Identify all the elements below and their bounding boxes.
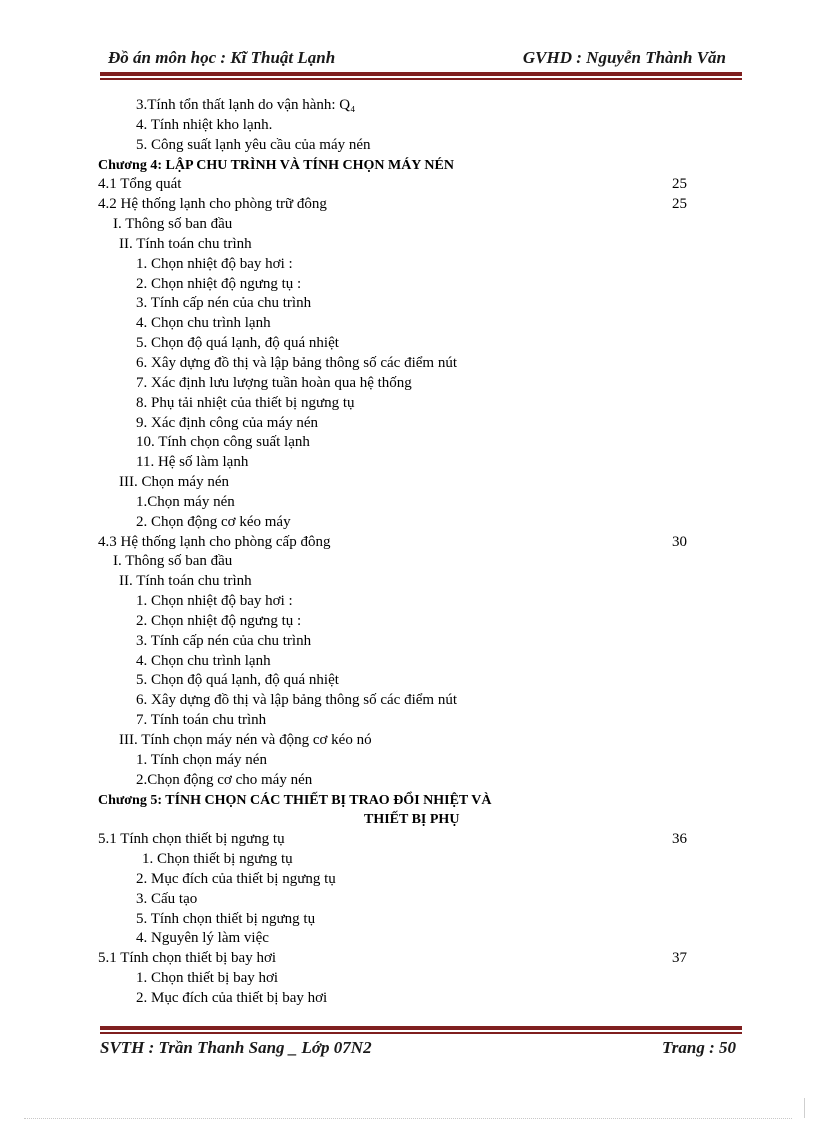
header-rule xyxy=(100,72,742,80)
toc-entry xyxy=(98,473,698,493)
toc-entry xyxy=(98,215,698,235)
toc-entry xyxy=(98,453,698,473)
toc-entry-text: 4.3 Hệ thống lạnh cho phòng cấp đông xyxy=(98,533,331,550)
toc-entry-text: 1. Chọn thiết bị bay hơi xyxy=(136,970,279,987)
toc-entry-text: 5. Tính chọn thiết bị ngưng tụ xyxy=(136,910,316,927)
toc-entry xyxy=(98,314,698,334)
toc-entry xyxy=(98,136,698,156)
table-of-contents xyxy=(98,96,698,1009)
toc-entry-text: 2. Chọn nhiệt độ ngưng tụ : xyxy=(136,275,302,292)
toc-entry xyxy=(98,850,698,870)
toc-entry-text: II. Tính toán chu trình xyxy=(119,235,252,252)
toc-entry xyxy=(98,612,698,632)
footer-rule xyxy=(100,1026,742,1034)
page-header xyxy=(100,48,740,70)
toc-entry-text: 1. Chọn nhiệt độ bay hơi : xyxy=(136,255,293,272)
toc-entry xyxy=(98,175,698,195)
toc-entry-text: 10. Tính chọn công suất lạnh xyxy=(136,434,310,451)
toc-entry xyxy=(98,414,698,434)
toc-entry xyxy=(98,969,698,989)
toc-entry xyxy=(98,374,698,394)
toc-entry xyxy=(98,394,698,414)
toc-entry xyxy=(98,890,698,910)
toc-entry xyxy=(98,275,698,295)
toc-entry-text: 6. Xây dựng đồ thị và lập bảng thông số các điểm nút xyxy=(136,354,457,371)
toc-entry xyxy=(98,870,698,890)
footer-student: SVTH : Trần Thanh Sang _ Lớp 07N2 xyxy=(100,1038,372,1057)
toc-entry-text: 6. Xây dựng đồ thị và lập bảng thông số các điểm nút xyxy=(136,692,457,709)
toc-entry xyxy=(98,493,698,513)
toc-entry-text: II. Tính toán chu trình xyxy=(119,573,252,590)
toc-page-number: 25 xyxy=(672,176,687,193)
toc-entry xyxy=(98,116,698,136)
header-course-title: Đồ án môn học : Kĩ Thuật Lạnh xyxy=(108,48,336,67)
toc-entry-text: 4. Chọn chu trình lạnh xyxy=(136,652,271,669)
toc-entry xyxy=(98,294,698,314)
toc-entry-text: 4. Nguyên lý làm việc xyxy=(136,930,269,947)
toc-entry-text: 3. Tính cấp nén của chu trình xyxy=(136,632,312,649)
toc-entry-text: 3. Tính cấp nén của chu trình xyxy=(136,295,312,312)
toc-entry-text: 4.1 Tổng quát xyxy=(98,176,182,193)
toc-entry-text: 1. Tính chọn máy nén xyxy=(136,751,267,768)
toc-entry-text: III. Tính chọn máy nén và động cơ kéo nó xyxy=(119,732,372,748)
toc-entry-text: 5. Công suất lạnh yêu cầu của máy nén xyxy=(136,136,371,153)
toc-entry xyxy=(98,552,698,572)
toc-entry xyxy=(98,513,698,533)
toc-chapter-heading xyxy=(98,810,698,830)
toc-page-number: 25 xyxy=(672,196,687,213)
toc-entry-text: 2.Chọn động cơ cho máy nén xyxy=(136,771,313,788)
toc-entry-text: Chương 4: LẬP CHU TRÌNH VÀ TÍNH CHỌN MÁY NÉN xyxy=(98,157,454,173)
toc-entry-text: 3. Cấu tạo xyxy=(136,890,198,907)
page-footer xyxy=(100,1038,740,1060)
toc-page-number: 30 xyxy=(672,533,687,550)
toc-entry xyxy=(98,652,698,672)
toc-entry xyxy=(98,334,698,354)
toc-entry-text: 2. Mục đích của thiết bị bay hơi xyxy=(136,989,328,1006)
toc-entry xyxy=(98,433,698,453)
toc-entry-text: 2. Chọn động cơ kéo máy xyxy=(136,513,291,530)
toc-entry-text: 9. Xác định công của máy nén xyxy=(136,414,319,431)
toc-entry-text: 5.1 Tính chọn thiết bị ngưng tụ xyxy=(98,831,285,848)
header-supervisor: GVHD : Nguyễn Thành Văn xyxy=(522,48,726,67)
toc-entry xyxy=(98,949,698,969)
toc-chapter-heading xyxy=(98,156,698,176)
toc-entry xyxy=(98,691,698,711)
toc-entry xyxy=(98,910,698,930)
toc-entry-text: 2. Mục đích của thiết bị ngưng tụ xyxy=(136,870,336,887)
toc-entry-text: Chương 5: TÍNH CHỌN CÁC THIẾT BỊ TRAO ĐỔI NHIỆT VÀ xyxy=(98,792,492,808)
toc-entry-text: 7. Tính toán chu trình xyxy=(136,712,267,729)
toc-entry-text: 2. Chọn nhiệt độ ngưng tụ : xyxy=(136,612,302,629)
toc-page-number: 37 xyxy=(672,950,687,967)
toc-entry xyxy=(98,354,698,374)
toc-entry xyxy=(98,929,698,949)
toc-entry-text: 4. Tính nhiệt kho lạnh. xyxy=(136,116,273,133)
toc-entry-text: 8. Phụ tải nhiệt của thiết bị ngưng tụ xyxy=(136,394,355,411)
toc-entry-text: 4. Chọn chu trình lạnh xyxy=(136,315,271,332)
toc-entry-text: I. Thông số ban đầu xyxy=(113,216,233,233)
toc-entry xyxy=(98,195,698,215)
toc-page-number: 36 xyxy=(672,831,687,848)
page-corner-mark xyxy=(804,1098,811,1118)
toc-entry-text: 1.Chọn máy nén xyxy=(136,493,235,510)
toc-entry xyxy=(98,711,698,731)
toc-entry-text: 11. Hệ số làm lạnh xyxy=(136,454,249,471)
page-bottom-divider xyxy=(24,1118,792,1119)
toc-entry-text: 5. Chọn độ quá lạnh, độ quá nhiệt xyxy=(136,672,339,689)
toc-entry xyxy=(98,235,698,255)
toc-entry xyxy=(98,255,698,275)
toc-entry-text: 1. Chọn nhiệt độ bay hơi : xyxy=(136,593,293,610)
toc-entry-text: III. Chọn máy nén xyxy=(119,474,229,491)
toc-entry-text: THIẾT BỊ PHỤ xyxy=(364,812,460,828)
toc-entry-text: 3.Tính tổn thất lạnh do vận hành: Q₄ xyxy=(136,97,356,113)
toc-entry-text: 1. Chọn thiết bị ngưng tụ xyxy=(142,851,293,868)
toc-entry xyxy=(98,592,698,612)
toc-entry xyxy=(98,96,698,116)
toc-entry-text: 5.1 Tính chọn thiết bị bay hơi xyxy=(98,950,277,967)
toc-entry xyxy=(98,632,698,652)
toc-entry xyxy=(98,533,698,553)
footer-page-number: Trang : 50 xyxy=(662,1038,736,1057)
toc-entry-text: 5. Chọn độ quá lạnh, độ quá nhiệt xyxy=(136,335,339,352)
toc-entry xyxy=(98,771,698,791)
toc-chapter-heading xyxy=(98,791,698,811)
toc-entry xyxy=(98,751,698,771)
toc-entry-text: I. Thông số ban đầu xyxy=(113,553,233,570)
toc-entry xyxy=(98,671,698,691)
toc-entry xyxy=(98,572,698,592)
toc-entry-text: 4.2 Hệ thống lạnh cho phòng trữ đông xyxy=(98,196,327,213)
toc-entry-text: 7. Xác định lưu lượng tuần hoàn qua hệ thống xyxy=(136,374,412,391)
toc-entry xyxy=(98,989,698,1009)
toc-entry xyxy=(98,731,698,751)
toc-entry xyxy=(98,830,698,850)
